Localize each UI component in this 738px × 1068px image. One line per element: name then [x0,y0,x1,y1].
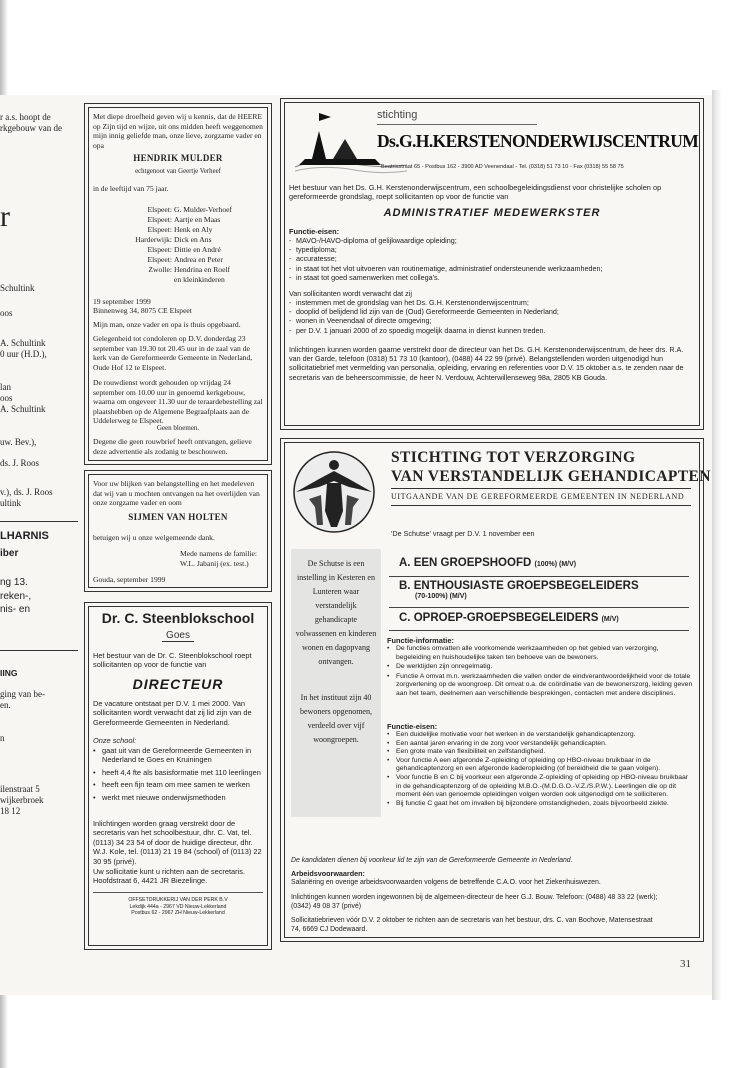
page-number: 31 [680,958,691,970]
position-a: A. EEN GROEPSHOOFD (100%) (M/V) [399,557,577,569]
list-item: - typediploma; [289,245,695,254]
requirements-heading: Functie-eisen: [289,227,340,236]
apply-text: Sollicitatiebrieven vóór D.V. 2 oktober te richten aan de secretaris van het bestuur, drs. C. van Bochove, Matensestraat 74, 6669 CJ Dodewaard. [291,917,653,933]
fragment-text: ultink [0,498,22,508]
deceased-name: SIJMEN VAN HOLTEN [128,512,228,522]
list-item: - MAVO-/HAVO-diploma of gelijkwaardige opleiding; [289,236,695,245]
list-item: • Bij functie C gaat het om invallen bij bijzondere omstandigheden, zoals bijvoorbeeld ziekte. [387,800,693,809]
list-item: - dooplid of belijdend lid zijn van de (Oud) Gereformeerde Gemeenten in Nederland; [289,307,695,316]
kersten-intro: Het bestuur van het Ds. G.H. Kerstenonderwijscentrum, een schoolbegeleidingsdienst voor christelijke scholen op gereformeerde grondslag, roept sollicitanten op voor de functie van [289,183,662,202]
list-item: • Een aantal jaren ervaring in de zorg voor verstandelijk gehandicapten. [387,740,693,749]
list-item: • Voor functie B en C bij voorkeur een afgeronde Z-opleiding of opleiding op HBO-niveau bruikbaar in de gehandicaptenzorg of de opleiding M.B.O.-(M.D.G.O.-V.Z./S.P.W.). Leerlingen die op dit moment één van genoemde opleidingen volgen worden ook uitgenodigd om te solliciteren. [387,774,693,800]
membership-note: De kandidaten dienen bij voorkeur lid te zijn van de Gereformeerde Gemeente in Nederland. [291,857,573,864]
requirements-heading: Functie-eisen: [387,722,438,731]
fragment-text: v.), ds. J. Roos [0,487,53,497]
conditions-heading: Arbeidsvoorwaarden: [291,869,365,878]
mulder-obituary [84,103,272,465]
page-edge [712,90,722,1000]
list-item: - wonen in Veenendaal of directe omgeving; [289,316,695,325]
expectations-intro: Van sollicitanten wordt verwacht dat zij [289,289,412,298]
fragment-text: en. [0,700,11,710]
fragment-text: wijkerbroek [0,795,44,805]
school-city: Goes [85,630,271,641]
list-item: • Een grote mate van flexibiliteit en zelfstandigheid. [387,748,693,757]
title-rule [391,505,691,506]
family-signature [180,549,257,568]
stichting-label: stichting [377,109,418,121]
list-item: • Voor functie A een afgeronde Z-opleiding of opleiding op HBO-niveau bruikbaar in de gehandicaptenzorg en een afgeronde kaderopleiding (of bereidheid die te gaan volgen). [387,757,693,774]
column-divider [0,650,78,651]
van-holten-thanks [84,470,272,592]
thanks-intro: Voor uw blijken van belangstelling en het medeleven dat wij van u mochten ontvangen na het overlijden van onze zorgzame vader en oom [93,479,260,508]
kersten-name: Ds.G.H.KERSTENONDERWIJSCENTRUM [377,131,699,151]
obituary-address: Binnenweg 34, 8075 CE Elspeet [93,306,192,315]
fragment-text: LHARNIS [0,530,49,542]
school-heading: Onze school: [93,736,137,745]
no-flowers-note: Geen bloemen. [156,424,200,432]
kersten-function: ADMINISTRATIEF MEDEWERKSTER [383,207,601,219]
obituary-date: 19 september 1999 [93,297,151,306]
list-item: - in staat tot goed samenwerken met collega's. [289,273,695,282]
fragment-text: n [0,733,5,743]
signature-line: Mede namens de familie: [180,549,257,558]
position-b: B. ENTHOUSIASTE GROEPSBEGELEIDERS (70-100%) (M/V) [399,580,639,600]
fragment-text: nis- en [0,604,31,615]
printer-line: Lekdijk 444a - 2967 VD Nieuw-Lekkerland [129,903,227,910]
list-item: • De functies omvatten alle voorkomende werkzaamheden op het gebied van verzorging, begeleiding en huishoudelijke taken ten behoeve van de bewoners. [387,645,693,662]
fragment-text: 18 12 [0,806,21,816]
foundation-title-line1: STICHTING TOT VERZORGING [391,449,636,466]
spouse-line: echtgenoot van Geertje Verheef [135,168,221,175]
verzorging-ad [280,438,711,942]
family-row: Elspeet: Dittie en André [147,245,221,254]
position-c: C. OPROEP-GROEPSBEGELEIDERS (M/V) [399,612,619,624]
divider [93,892,263,893]
obituary-note: Degene die geen rouwbrief heeft ontvangen, gelieve deze advertentie als zodanig te beschouwen. [93,437,252,456]
steenblokschool-ad [84,602,272,950]
kersten-info: Inlichtingen kunnen worden gaarne verstrekt door de directeur van het Ds. G.H. Kerstenonderwijscentrum, de heer drs. R.A. van der Garde, telefoon (0318) 51 73 10 (kantoor), (0488) 44 22 99 (privé). Belangstellenden worden uitgenodigd hun sollicitatiebrief met vermelding van personalia, opleiding, ervaring en referenties voor D.V. 15 oktober a.s. te zenden naar de secretaris van de beheerscommissie, de heer N. Verdouw, Achterwillenseweg 98a, 2805 KB Gouda. [289,345,684,382]
foundation-title-line2: VAN VERSTANDELIJK GEHANDICAPTEN [391,468,711,485]
schutse-description: De Schutse is een instelling in Kesteren en Lunteren waar verstandelijk gehandicapte volwassenen en kinderen wonen en dagopvang ontvangen. [295,559,377,666]
logo-rule [377,124,537,125]
family-row: Elspeet: Andrea en Peter [147,255,223,264]
school-intro: Het bestuur van de Dr. C. Steenblokschool roept sollicitanten op voor de functie van [93,651,252,670]
list-item: • heeft een fijn team om mee samen te werken [93,780,263,789]
age-line: in de leeftijd van 75 jaar. [93,184,169,193]
requirements-list [387,731,693,808]
title-rule [391,488,691,489]
info-list [387,645,693,700]
list-item: • heeft 4,4 fte als basisformatie met 110 leerlingen [93,768,263,777]
fragment-text: reken-, [0,591,32,602]
vacancy-intro: 'De Schutse' vraagt per D.V. 1 november een [391,529,535,538]
family-row: en kleinkinderen [174,275,225,284]
fragment-text: Schultink [0,283,35,293]
vacancy-text: De vacature ontstaat per D.V. 1 mei 2000. Van sollicitanten wordt verwacht dat zij lid zijn van de Gereformeerde Gemeenten in Nederland. [93,699,252,727]
list-item: - accuratesse; [289,254,695,263]
obituary-note: Gelegenheid tot condoleren op D.V. donderdag 23 september van 19.30 tot 20.45 uur in de zaal van de kerk van de Gereformeerde Gemeente in Nederland, Oude Hof 12 te Elspeet. [93,334,253,372]
fragment-text: ging van be- [0,689,45,699]
obituary-intro: Met diepe droefheid geven wij u kennis, dat de HEERE op Zijn tijd en wijze, uit ons midden heeft weggenomen mijn innig geliefde man, onze lieve, zorgzame vader en opa [93,112,263,150]
family-row: Zwolle: Hendrina en Roelf [148,265,231,274]
fragment-text: ng 13. [0,577,28,588]
printer-line: OFFSETDRUKKERIJ VAN DER PERK B.V [128,897,228,903]
fragment-text: rkgebouw van de [0,123,62,133]
fragment-text: r a.s. hoopt de [0,112,51,122]
position-rule [389,630,689,631]
job-title: DIRECTEUR [132,676,224,692]
fragment-text: oos [0,393,13,403]
family-row: Elspeet: G. Mulder-Verhoef [147,205,233,214]
deceased-name: HENDRIK MULDER [133,153,223,163]
expectations-list [289,298,695,335]
thanks-line: betuigen wij u onze welgemeende dank. [93,533,215,542]
fragment-text: A. Schultink [0,338,46,348]
printer-credit [85,897,271,917]
kersten-ad [280,98,704,430]
printer-line: Postbus 62 - 2967 ZH Nieuw-Lekkerland [131,910,225,917]
family-row: Elspeet: Henk en Aly [147,225,213,234]
list-item: • gaat uit van de Gereformeerde Gemeenten in Nederland te Goes en Kruiningen [93,746,263,765]
contact-info: Inlichtingen kunnen worden ingewonnen bij de algemeen-directeur de heer G.J. Bouw. Telefoon: (0488) 48 33 22 (werk); (0342) 49 08 37 (privé) [291,894,658,910]
list-item: • Een duidelijke motivatie voor het werken in de verstandelijk gehandicaptenzorg. [387,731,693,740]
list-item: - in staat tot het vlot uitvoeren van routinematige, administratief ondersteunende werkzaamheden; [289,264,695,273]
fragment-text: ilenstraat 5 [0,784,40,794]
info-heading: Functie-informatie: [387,636,454,645]
signature-line: W.L. Jabanij (ex. test.) [180,558,249,568]
position-rule [389,576,689,577]
schutse-residents: In het instituut zijn 40 bewoners opgenomen, verdeeld over vijf woongroepen. [300,693,372,744]
fragment-text: oos [0,308,13,318]
fragment-text: iber [0,548,19,559]
list-item: • werkt met nieuwe onderwijsmethoden [93,793,263,802]
position-rule [389,607,689,608]
kersten-address: Beatrixstraat 65 - Postbus 162 - 3900 AD Veenendaal - Tel. (0318) 51 73 10 - Fax (0318) 55 58 75 [381,164,624,170]
obituary-note: Mijn man, onze vader en opa is thuis opgebaard. [93,320,241,329]
fragment-text: lan [0,382,11,392]
conditions-text: Salariëring en overige arbeidsvoorwaarden volgens de betreffende C.A.O. voor het Ziekenhuiswezen. [291,879,601,886]
list-item: - instemmen met de grondslag van het Ds. G.H. Kerstenonderwijscentrum; [289,298,695,307]
fragment-text: A. Schultink [0,404,46,414]
fragment-text: ds. J. Roos [0,458,40,468]
family-row: Elspeet: Aartje en Maas [147,215,221,224]
requirements-list [289,236,695,282]
foundation-subtitle: UITGAANDE VAN DE GEREFORMEERDE GEMEENTEN IN NEDERLAND [391,492,685,501]
apply-text: Uw sollicitatie kunt u richten aan de secretaris. Hoofdstraat 6, 4421 JR Biezelinge. [93,867,245,886]
school-points [93,746,263,805]
list-item: • Functie A omvat m.n. werkzaamheden die vallen onder de eindverantwoordelijkheid voor de totale zorgverlening op de woongroep. Dit omvat o.a. de coördinatie van de bewonerszorg, leiding geven aan het team, deelnemen aan verschillende besprekingen, contacten met andere disciplines. [387,673,693,699]
list-item: - per D.V. 1 januari 2000 of zo spoedig mogelijk daarna in dienst kunnen treden. [289,326,695,335]
obituary-note: De rouwdienst wordt gehouden op vrijdag 24 september om 10.00 uur in genoemd kerkgebouw, waarna om ongeveer 11.30 uur de teraardebestelling zal plaatshebben op de Algemene Begraafplaats aan de Uddelerweg te Elspeet. [93,378,263,426]
list-item: • De werktijden zijn onregelmatig. [387,663,693,672]
fragment-text: IING [0,668,18,678]
column-divider [0,521,78,522]
fragment-text: r [0,200,10,233]
care-foundation-logo-icon [291,449,377,535]
school-title: Dr. C. Steenblokschool [101,610,255,626]
family-row: Harderwijk: Dick en Ans [135,235,212,244]
info-text: Inlichtingen worden graag verstrekt door de secretaris van het schoolbestuur, dhr. C. Vat, tel. (0113) 34 23 54 of door de huidige directeur, dhr. W.J. Kole, tel. (0113) 21 19 84 (school) of (0113) 22 30 95 (privé). [93,819,262,866]
fragment-text: uw. Bev.), [0,437,37,447]
fragment-text: 0 uur (H.D.), [0,349,47,359]
thanks-footer: Gouda, september 1999 [93,575,166,584]
